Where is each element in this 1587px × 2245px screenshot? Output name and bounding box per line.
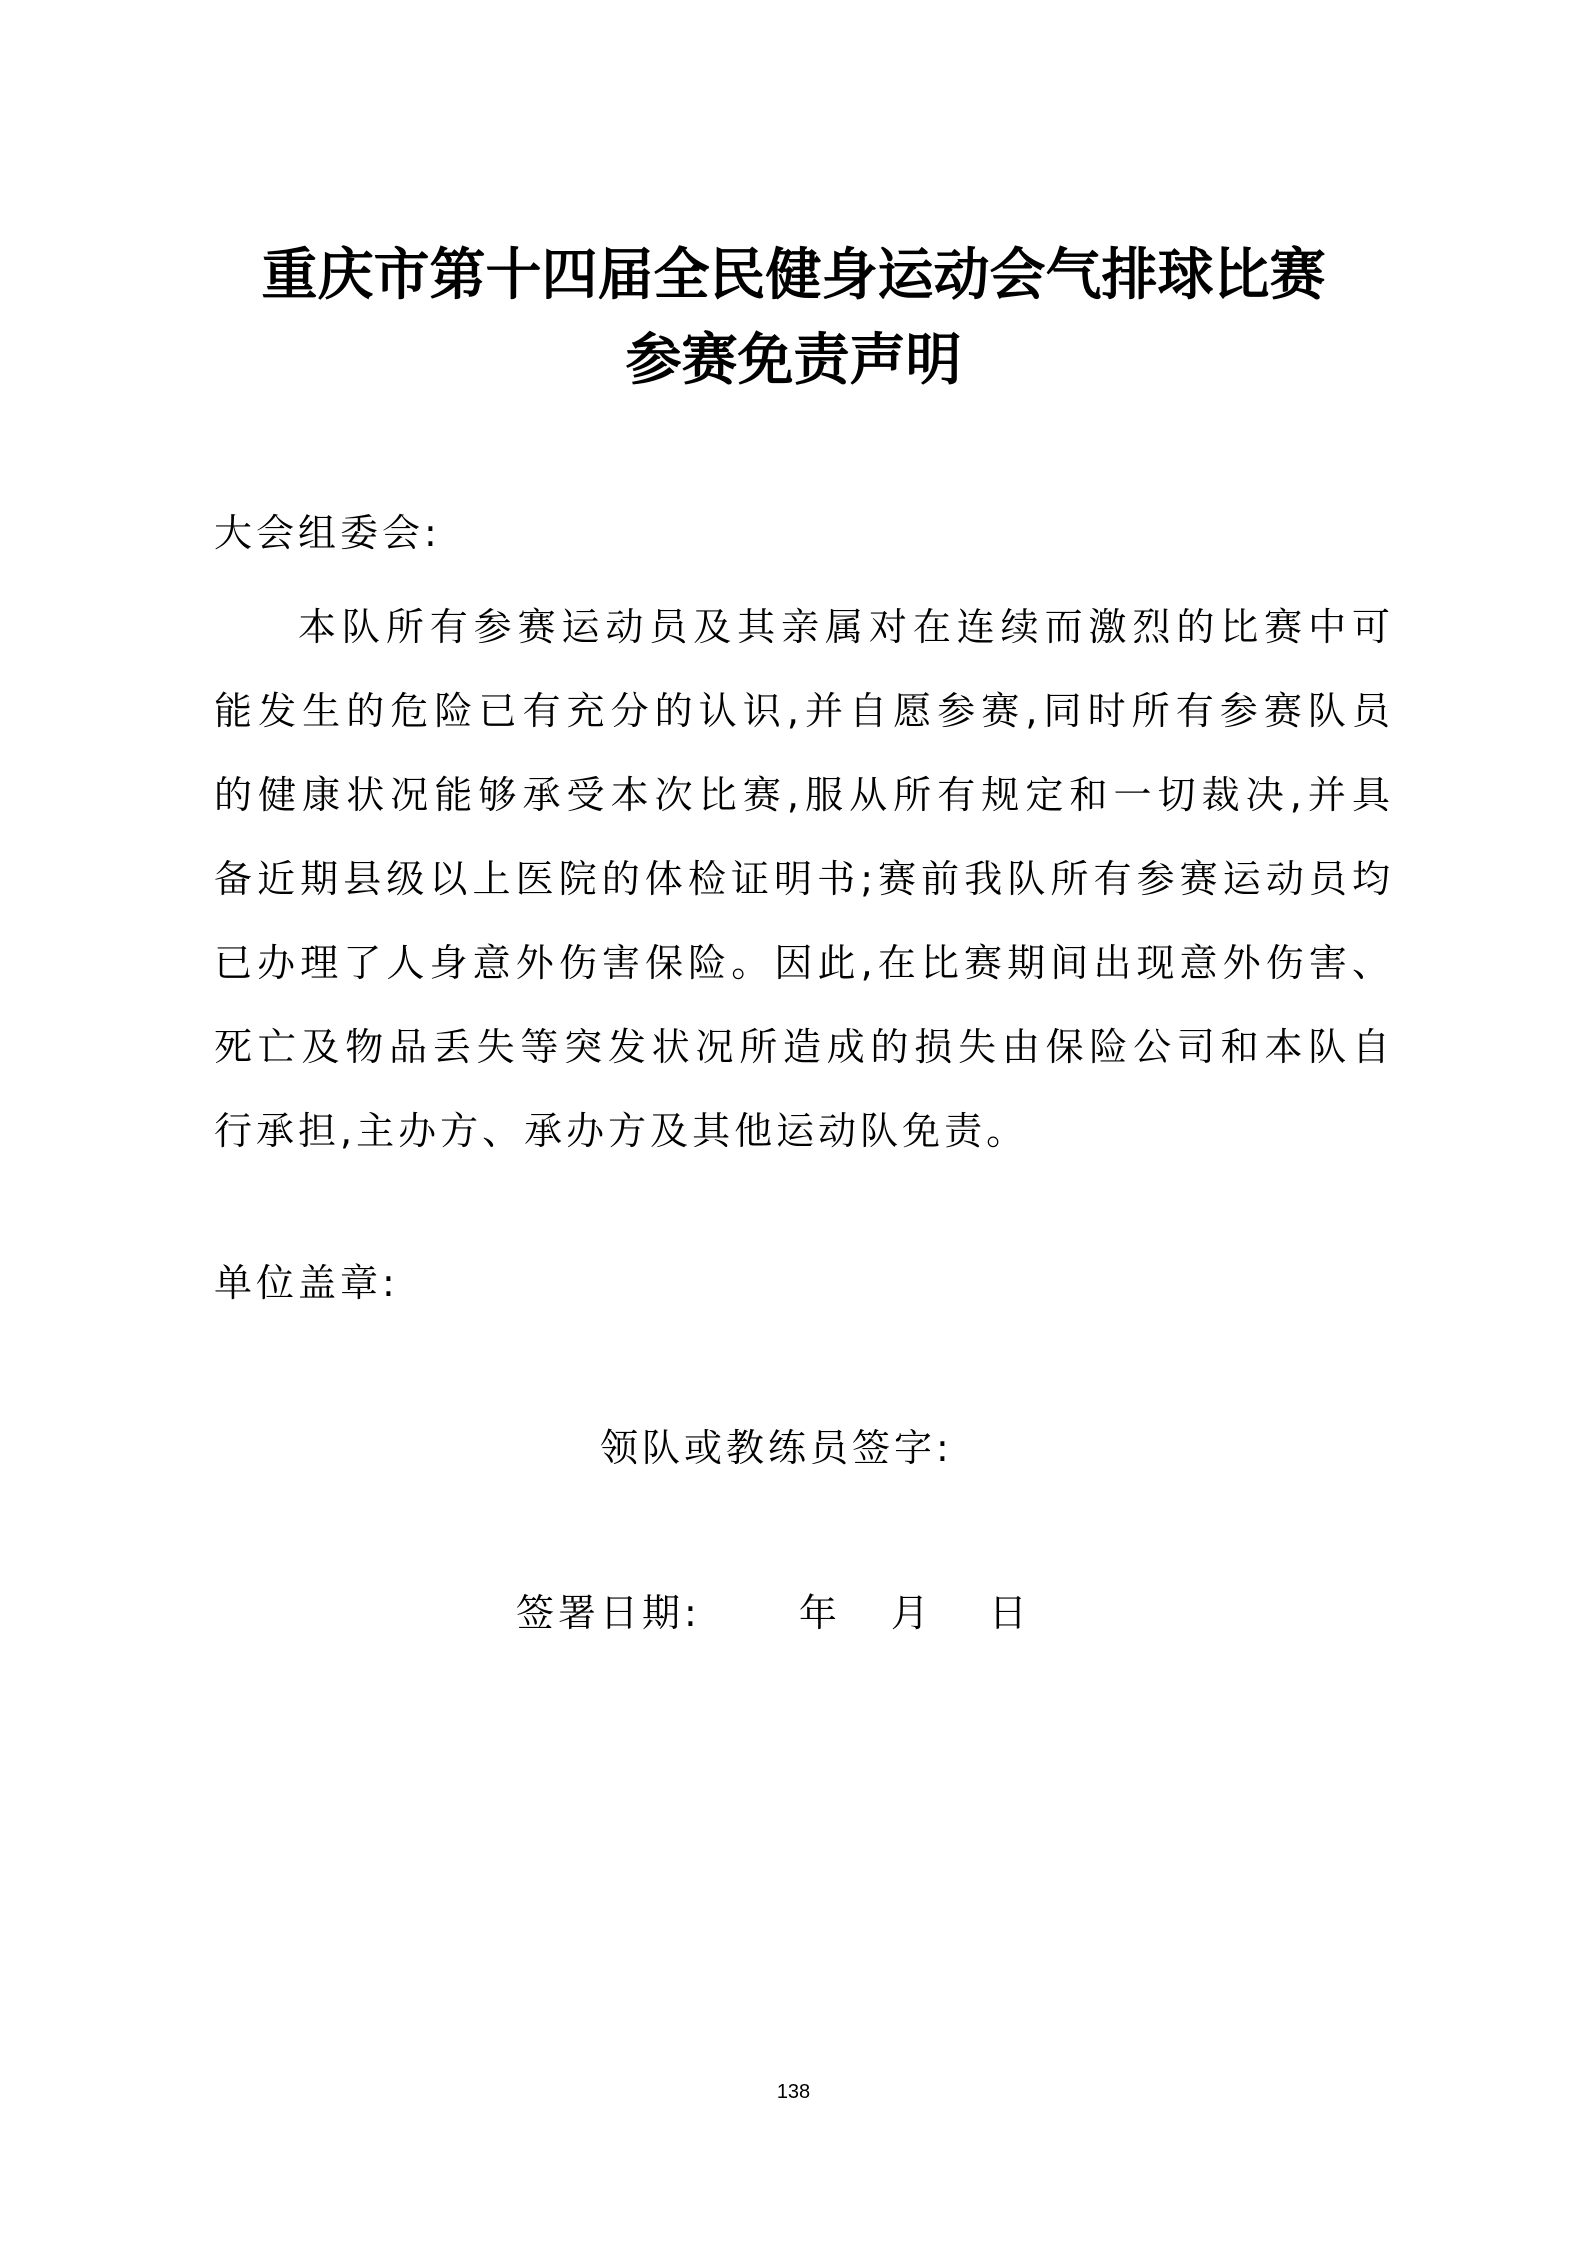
- leader-signature-label: 领队或教练员签字:: [600, 1426, 953, 1470]
- document-title-line-2: 参赛免责声明: [625, 327, 962, 393]
- disclaimer-paragraph: [214, 585, 1394, 1173]
- paragraph-line: 本队所有参赛运动员及其亲属对在连续而激烈的比赛中可: [298, 605, 1394, 649]
- month-label: 月: [890, 1591, 933, 1635]
- signing-date-label: 签署日期:: [516, 1591, 701, 1635]
- signing-date-row: [516, 1585, 1031, 1641]
- paragraph-line: 的健康状况能够承受本次比赛,服从所有规定和一切裁决,并具: [214, 773, 1394, 817]
- paragraph-line: 死亡及物品丢失等突发状况所造成的损失由保险公司和本队自: [214, 1025, 1394, 1069]
- unit-stamp-label: 单位盖章:: [214, 1261, 399, 1305]
- day-label: 日: [988, 1591, 1031, 1635]
- paragraph-line: 行承担,主办方、承办方及其他运动队免责。: [214, 1109, 1029, 1153]
- page-number: 138: [776, 2081, 811, 2103]
- document-title-line-1: 重庆市第十四届全民健身运动会气排球比赛: [261, 242, 1326, 308]
- year-label: 年: [798, 1591, 841, 1635]
- salutation: 大会组委会:: [214, 511, 441, 555]
- paragraph-line: 能发生的危险已有充分的认识,并自愿参赛,同时所有参赛队员: [214, 689, 1394, 733]
- paragraph-line: 已办理了人身意外伤害保险。因此,在比赛期间出现意外伤害、: [214, 941, 1394, 985]
- paragraph-line: 备近期县级以上医院的体检证明书;赛前我队所有参赛运动员均: [214, 857, 1394, 901]
